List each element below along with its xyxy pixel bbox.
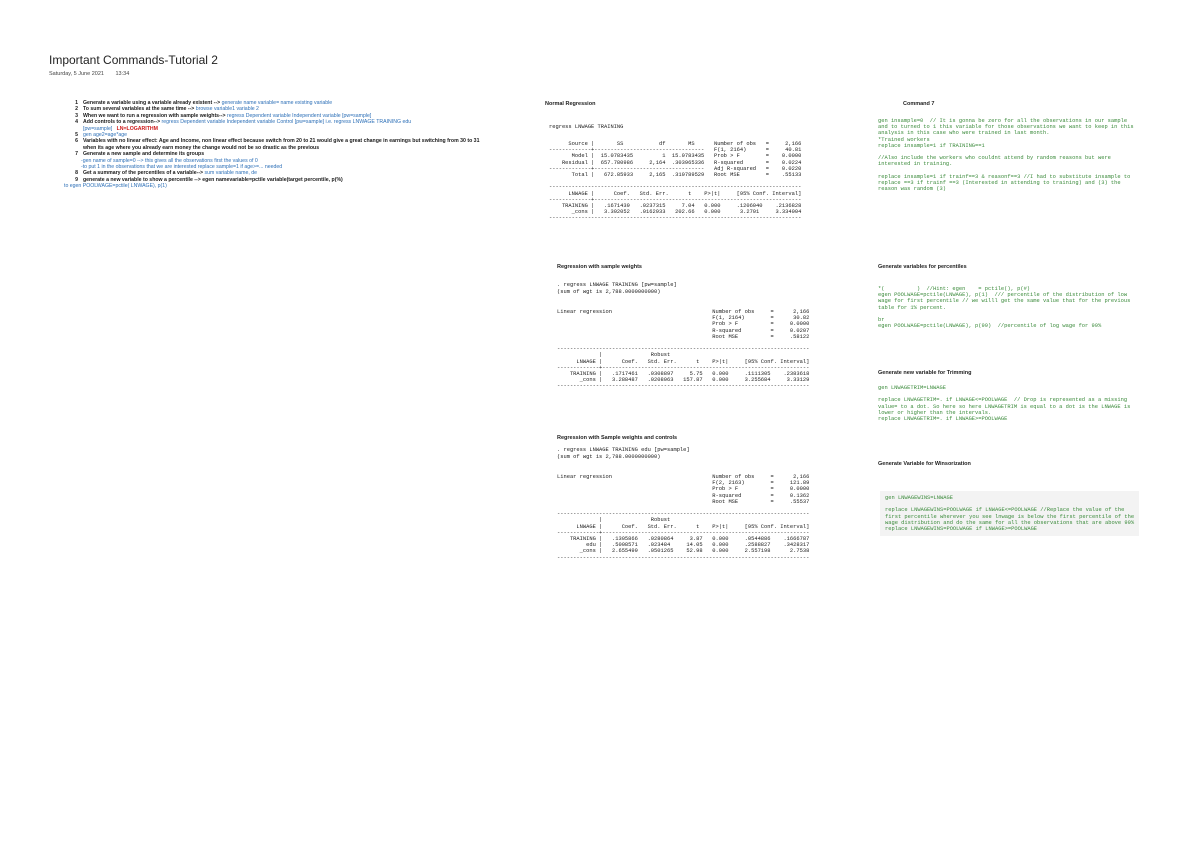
code-line: egen POOLWAGE=pctile(LNWAGE), p(99) //percentile of log wage for 99% [878,323,1102,330]
controls-regression-output [557,474,809,561]
code-line: -------------+---------------------------------------------------------------- [557,364,810,371]
code-line: br [878,317,885,324]
controls-regression-heading: Regression with Sample weights and controls [557,435,678,441]
code-line: Total | 672.85933 2,165 .310789529 Root MSE = .55133 [549,172,802,179]
trimming-code [878,385,1130,422]
code-line: Residual | 657.780986 2,164 .303965336 R-squared = 0.0224 [549,159,802,166]
code-line: analysis in this case who were trained in last month. [878,130,1050,137]
code-line: LNWAGE | Coef. Std. Err. t P>|t| [95% Conf. Interval] [557,523,810,530]
list-item: 4 Add controls to a regression--> regress Dependent variable Independent variable Control [pw=sample] i.e. regress LNWAGE TRAINING edu [pw=sample] LN=LOGARITHM [75,119,412,132]
list-item: 9 generate a new variable to show a percentile --> egen namevariable=pctile variable(target percentile, p(%) [75,176,343,183]
code-line: replace insample=1 if TRAINING==1 [878,142,985,149]
code-line: Linear regression Number of obs = 2,166 [557,309,810,315]
page-date-line [49,71,139,77]
code-line: gen insample=0 // It is gonna be zero for all the observations in our sample [878,118,1128,124]
code-line: replace LNWAGEWINS=POOLWAGE if LNWAGE<=POOLWAGE //Replace the value of the [885,507,1125,514]
code-line: replace LNWAGEWINS=POOLWAGE if LNWAGE>=POOLWAGE [885,526,1038,533]
code-line: table for 1% percent. [878,304,946,311]
code-line: replace LNWAGETRIM=. if LNWAGE<=POOLWAGE // Drop is represented as a missing [878,397,1128,404]
controls-regression-command: . regress LNWAGE TRAINING edu [pw=sample] [557,447,690,453]
weights-regression-heading: Regression with sample weights [557,264,642,270]
sub-item: -gen name of sample=0 --> this gives all the observations first the values of 0 [81,157,258,164]
code-line: replace ==3 if trainf ==3 (Interested in attending to training) and (3) the [878,180,1121,187]
command-list [64,100,484,190]
code-line: ------------------------------------------------------------------------------ [557,554,810,561]
code-line: *( ) //Hint: egen = pctile(), p(#) [878,286,1031,292]
weights-regression-note: (sum of wgt is 2,788.0000000000) [557,289,661,295]
code-line: ------------------------------------------------------------------------------ [549,215,802,222]
percentiles-heading: Generate variables for percentiles [878,264,967,270]
winsor-code [880,491,1139,536]
code-line: -------------+---------------------------------------------------------------- [557,529,810,536]
page-time: 13:34 [115,71,130,77]
percentile-example: to egen POOLWAGE=pctile( LNWAGE), p(1) [64,183,167,190]
code-line: -------------+---------------------------------- Adj R-squared = 0.0220 [549,165,802,172]
code-line: | Robust [557,352,671,359]
code-line: ------------------------------------------------------------------------------ [549,184,802,191]
code-line: and to turned to 1 this variable for those observations we want to keep in this [878,124,1134,131]
code-line: R-squared = 0.1362 [557,492,810,499]
code-line: | Robust [557,517,671,524]
list-item: 5 gen age2=age*age [75,132,127,139]
normal-regression-heading: Normal Regression [545,101,596,107]
list-item: 2 To sum several variables at the same time --> browse variable1 variable 2 [75,106,259,113]
code-line: R-squared = 0.0207 [557,327,810,334]
code-line: wage for first percentile // we willl get the same value that for the previous [878,298,1131,305]
code-line: egen POOLWAGE=pctile(LNWAGE), p(1) /// percentile of the distribution of low [878,292,1128,299]
logarithm-note: LN=LOGARITHM [116,125,158,132]
code-line: ------------------------------------------------------------------------------ [557,346,810,353]
code-line: TRAINING | .1671439 .0237315 7.04 0.000 .1206040 .2136828 [549,203,802,210]
list-item: 1 Generate a variable using a variable already existent --> generate name variable= name existing variable [75,100,333,106]
controls-regression-note: (sum of wgt is 2,788.0000000000) [557,454,661,460]
code-line: gen LNWAGEWINS=LNWAGE [885,495,953,501]
code-line: *Trained workers [878,136,930,143]
percentiles-code [878,286,1130,329]
code-line: LNWAGE | Coef. Std. Err. t P>|t| [95% Conf. Interval] [549,190,802,197]
code-line: Prob > F = 0.0000 [557,321,810,328]
code-line: reason was random (3) [878,186,946,193]
code-line: TRAINING | .1305866 .0280864 3.87 0.000 .0544886 .1666787 [557,536,810,543]
code-line: TRAINING | .1717461 .0308897 5.75 0.000 .1111305 .2383618 [557,371,810,378]
weights-regression-command: . regress LNWAGE TRAINING [pw=sample] [557,282,677,288]
code-line: //Also include the workers who couldnt attend by random reasons but were [878,155,1111,162]
code-line: Root MSE = .55537 [557,498,810,505]
code-line: F(2, 2163) = 121.89 [557,480,810,487]
code-line: gen LNWAGETRIM=LNWAGE [878,385,946,391]
code-line: interested in training. [878,161,953,168]
command7-heading: Command 7 [903,101,935,107]
winsor-heading: Generate Variable for Winsorization [878,461,971,467]
code-line: -------------+---------------------------------- F(1, 2164) = 40.81 [549,147,802,154]
code-line: lower or higher than the intervals. [878,409,992,416]
code-line: Source | SS df MS Number of obs = 2,166 [549,141,802,147]
code-line: ------------------------------------------------------------------------------ [557,511,810,518]
trimming-heading: Generate new variable for Trimming [878,370,972,376]
code-line: Linear regression Number of obs = 2,166 [557,474,810,480]
code-line: F(1, 2164) = 30.82 [557,315,810,322]
command7-code [878,118,1134,192]
code-line: _cons | 2.655499 .0501265 52.98 0.000 2.557198 2.7538 [557,548,810,555]
list-item: 3 When we want to run a regression with sample weights--> regress Dependent variable Independent variable [pw=sample] [75,112,372,119]
code-line: edu | .5008571 .023484 14.05 0.000 .2588827 .3428317 [557,542,810,549]
code-line: _cons | 3.302052 .0162933 202.66 0.000 3.2701 3.334004 [549,209,802,216]
code-line: wage distribution and do the same for all the observations that are above 99% [885,519,1135,526]
normal-regression-command: regress LNWAGE TRAINING [549,124,624,130]
code-line: replace insample=1 if trainf==3 & reasonf==3 //I had to substitute insample to [878,173,1131,180]
code-line: _cons | 3.288487 .0208063 157.87 0.000 3.255684 3.33129 [557,377,810,384]
code-line: Root MSE = .58122 [557,333,810,340]
code-line: Prob > F = 0.0000 [557,486,810,493]
page-date: Saturday, 5 June 2021 [49,71,104,77]
code-line: Model | 15.0783435 1 15.0783435 Prob > F = 0.0000 [549,153,802,160]
list-item: 7 Generate a new sample and determine its groups [75,151,205,158]
code-line: LNWAGE | Coef. Std. Err. t P>|t| [95% Conf. Interval] [557,358,810,365]
code-line: replace LNWAGETRIM=. if LNWAGE>=POOLWAGE [878,416,1008,423]
code-line: first percentile wherever you see lnwage is below the first percentile of the [885,513,1135,520]
weights-regression-output [557,309,809,390]
sub-item: -to put 1 in the observations that we are interested replace sample=1 if age>=... needed [81,164,283,171]
page-title: Important Commands-Tutorial 2 [49,53,218,67]
list-item: 6 Variables with no linear effect: Age and Income, non linear effect because switch from 20 to 21 would give a great change in earnings but switching from 30 to 31 when its age where you already earn money the change would not be so drastic as the previous [75,138,480,151]
list-item: 8 Get a summary of the percentiles of a variable--> sum variable name, de [75,170,258,177]
normal-regression-output [549,141,801,222]
code-line: value= to a dot. So here so here LNWAGETRIM is equal to a dot is the LNWAGE is [878,403,1131,410]
code-line: ------------------------------------------------------------------------------ [557,383,810,390]
code-line: -------------+---------------------------------------------------------------- [549,196,802,203]
